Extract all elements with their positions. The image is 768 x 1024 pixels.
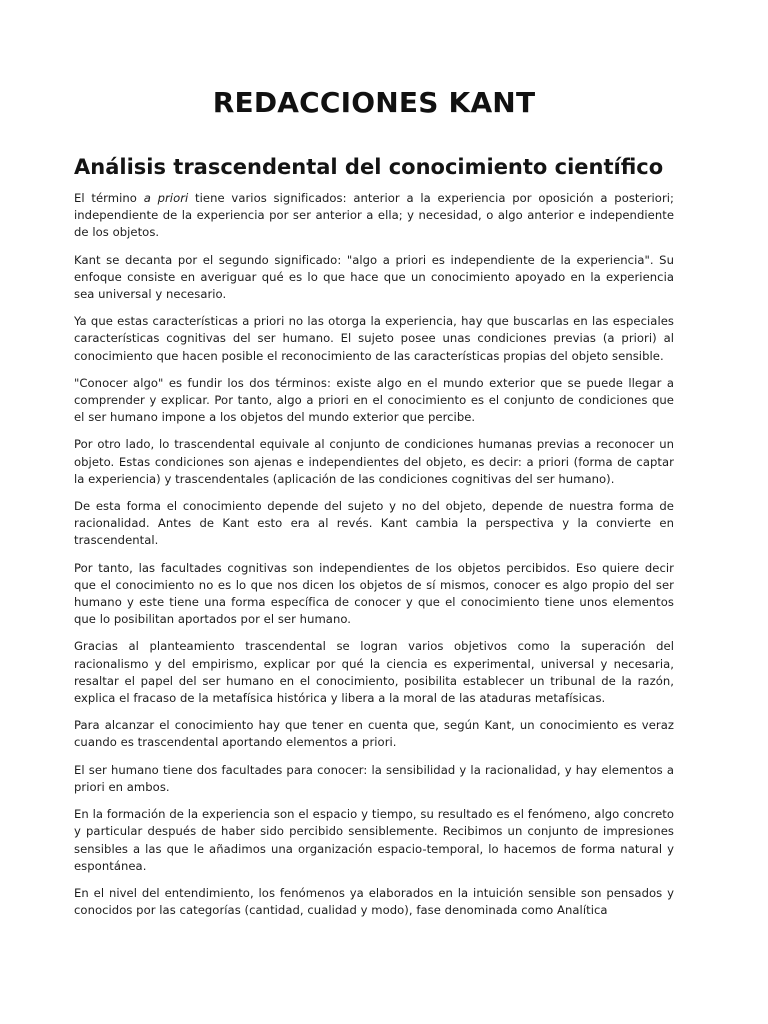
document-title: REDACCIONES KANT bbox=[212, 86, 536, 119]
paragraph-5: Por otro lado, lo trascendental equivale al conjunto de condiciones humanas previas a reconocer un objeto. Estas condiciones son ajenas e independientes del objeto, es decir: a priori (forma de captar la experiencia) y trascendentales (aplicación de las condiciones cognitivas del ser humano). bbox=[74, 437, 674, 486]
document-page bbox=[74, 0, 674, 1024]
paragraph-12: En el nivel del entendimiento, los fenómenos ya elaborados en la intuición sensible son pensados y conocidos por las categorías (cantidad, cualidad y modo), fase denominada como Analítica bbox=[74, 885, 674, 918]
paragraph-8: Gracias al planteamiento trascendental se logran varios objetivos como la superación del racionalismo y del empirismo, explicar por qué la ciencia es experimental, universal y necesaria, resaltar el papel del ser humano en el conocimiento, posibilita establecer un tribunal de la razón, explica el fracaso de la metafísica histórica y libera a la moral de las ataduras metafísicas. bbox=[74, 639, 674, 706]
document-body bbox=[74, 190, 674, 929]
paragraph-1-text-start: El término bbox=[74, 191, 144, 205]
paragraph-1-text-end: tiene varios significados: anterior a la experiencia por oposición a posteriori; independiente de la experiencia por ser anterior a ella; y necesidad, o algo anterior e independiente de los objetos. bbox=[74, 191, 674, 240]
paragraph-10: El ser humano tiene dos facultades para conocer: la sensibilidad y la racionalidad, y hay elementos a priori en ambos. bbox=[74, 762, 674, 794]
paragraph-2: Kant se decanta por el segundo significado: "algo a priori es independiente de la experiencia". Su enfoque consiste en averiguar qué es lo que hace que un conocimiento apoyado en la experiencia sea universal y necesario. bbox=[74, 252, 674, 302]
paragraph-9: Para alcanzar el conocimiento hay que tener en cuenta que, según Kant, un conocimiento es veraz cuando es trascendental aportando elementos a priori. bbox=[74, 718, 674, 750]
section-heading: Análisis trascendental del conocimiento científico bbox=[74, 155, 664, 179]
paragraph-4: "Conocer algo" es fundir los dos términos: existe algo en el mundo exterior que se puede llegar a comprender y explicar. Por tanto, algo a priori en el conocimiento es el conjunto de condiciones que el ser humano impone a los objetos del mundo exterior que percibe. bbox=[74, 375, 674, 425]
paragraph-7: Por tanto, las facultades cognitivas son independientes de los objetos percibidos. Eso quiere decir que el conocimiento no es lo que nos dicen los objetos de sí mismos, conocer es algo propio del ser humano y este tiene una forma específica de conocer y que el conocimiento tiene unos elementos que lo posibilitan aportados por el ser humano. bbox=[74, 560, 674, 627]
paragraph-3: Ya que estas características a priori no las otorga la experiencia, hay que buscarlas en las especiales características cognitivas del ser humano. El sujeto posee unas condiciones previas (a priori) al conocimiento que hacen posible el reconocimiento de las características propias del objeto sensible. bbox=[74, 314, 674, 363]
paragraph-11: En la formación de la experiencia son el espacio y tiempo, su resultado es el fenómeno, algo concreto y particular después de haber sido percibido sensiblemente. Recibimos un conjunto de impresiones sensibles a las que le añadimos una organización espacio-temporal, lo hacemos de forma natural y espontánea. bbox=[74, 807, 674, 873]
paragraph-1 bbox=[74, 190, 674, 242]
paragraph-6: De esta forma el conocimiento depende del sujeto y no del objeto, depende de nuestra forma de racionalidad. Antes de Kant esto era al revés. Kant cambia la perspectiva y la convierte en trascendental. bbox=[74, 499, 674, 548]
paragraph-1-italic-term: a priori bbox=[143, 191, 189, 205]
